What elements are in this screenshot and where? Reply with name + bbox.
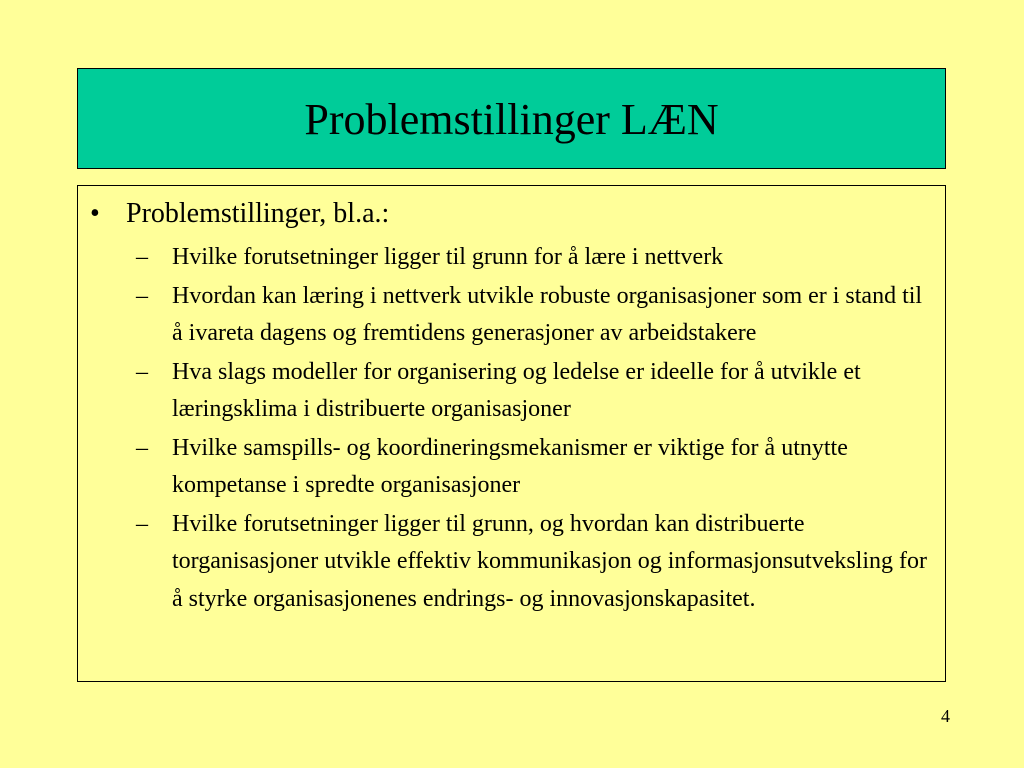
dash-marker: – bbox=[136, 434, 148, 461]
content-box bbox=[77, 185, 946, 682]
sub-bullet-item bbox=[136, 354, 936, 429]
sub-bullet-item bbox=[136, 430, 936, 505]
dash-marker: – bbox=[136, 282, 148, 309]
sub-bullet-text: Hva slags modeller for organisering og ledelse er ideelle for å utvikle et læringsklima i distribuerte organisasjoner bbox=[172, 358, 861, 422]
page-number: 4 bbox=[941, 706, 950, 726]
dash-marker: – bbox=[136, 358, 148, 385]
sub-bullet-text: Hvilke samspills- og koordineringsmekanismer er viktige for å utnytte kompetanse i spredte organisasjoner bbox=[172, 434, 848, 498]
sub-bullet-text: Hvilke forutsetninger ligger til grunn, og hvordan kan distribuerte torganisasjoner utvikle effektiv kommunikasjon og informasjonsutveksling for å styrke organisasjonenes endrings- og innovasjonskapasitet. bbox=[172, 510, 928, 612]
slide-title: Problemstillinger LÆN bbox=[304, 94, 719, 144]
sub-bullet-item bbox=[136, 278, 936, 353]
dash-marker: – bbox=[136, 244, 148, 270]
sub-bullet-item bbox=[136, 239, 936, 277]
sub-bullet-text: Hvordan kan læring i nettverk utvikle robuste organisasjoner som er i stand til å ivareta dagens og fremtidens generasjoner av arbeidstakere bbox=[172, 282, 923, 346]
main-bullet-text: Problemstillinger, bl.a.: bbox=[126, 198, 390, 229]
sub-bullet-list bbox=[136, 239, 936, 619]
sub-bullet-item bbox=[136, 506, 936, 619]
dash-marker: – bbox=[136, 510, 148, 537]
bullet-marker: • bbox=[90, 198, 100, 229]
sub-bullet-text: Hvilke forutsetninger ligger til grunn for å lære i nettverk bbox=[172, 244, 724, 270]
main-bullet bbox=[90, 197, 930, 231]
title-box bbox=[77, 68, 946, 169]
